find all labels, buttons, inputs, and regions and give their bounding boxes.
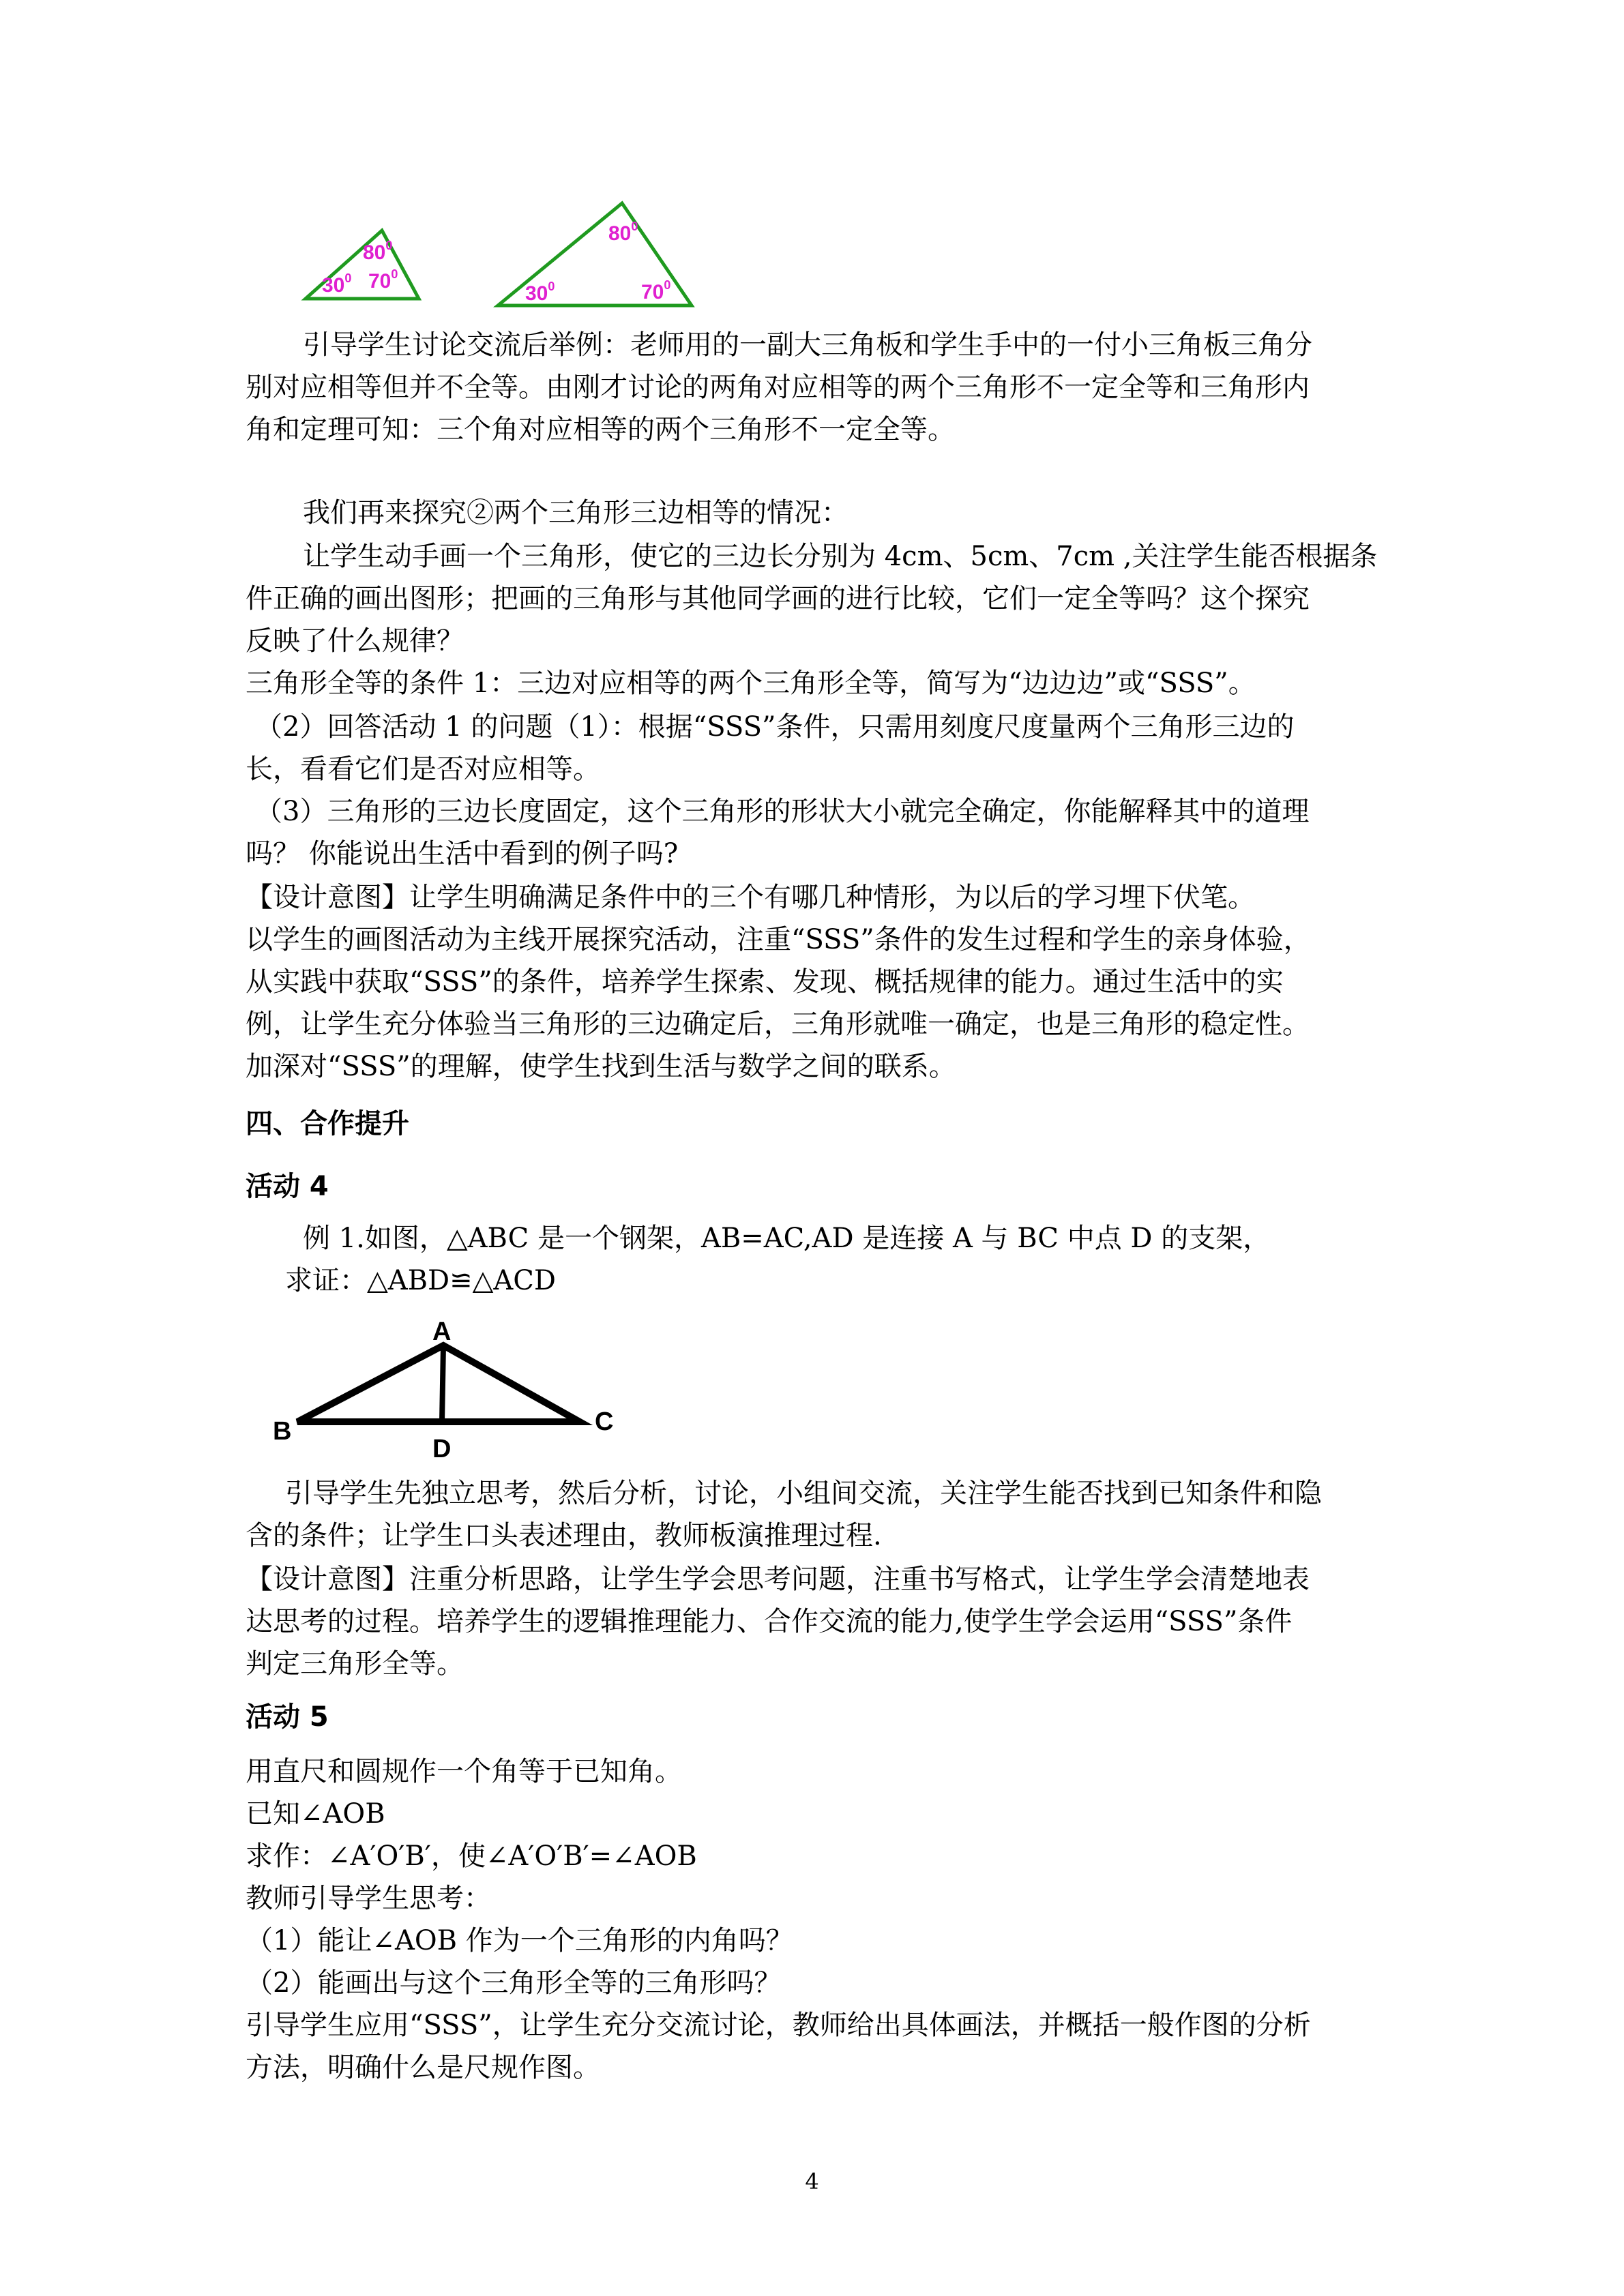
p7-line-2: 含的条件；让学生口头表述理由，教师板演推理过程. [246,1520,882,1551]
truss-triangle [297,1345,580,1422]
p1-line-1: 引导学生讨论交流后举例：老师用的一副大三角板和学生手中的一付小三角板三角分 [303,329,1312,361]
section-heading-4: 四、合作提升 [246,1108,409,1139]
label-C: C [595,1407,614,1436]
p1-line-2: 别对应相等但并不全等。由刚才讨论的两角对应相等的两个三角形不一定全等和三角形内 [246,372,1310,403]
design1-line-5: 加深对“SSS”的理解，使学生找到生活与数学之间的联系。 [246,1051,956,1082]
p3-line-2: 件正确的画出图形；把画的三角形与其他同学画的进行比较，它们一定全等吗？这个探究 [246,583,1310,614]
a5-line-3: 求作：∠A′O′B′，使∠A′O′B′=∠AOB [246,1840,697,1872]
truss-support-AD [442,1345,443,1422]
example1-line-2: 求证：△ABD≌△ACD [285,1265,556,1296]
design1-line-3: 从实践中获取“SSS”的条件，培养学生探索、发现、概括规律的能力。通过生活中的实 [246,966,1284,998]
a5-line-5: （1）能让∠AOB 作为一个三角形的内角吗？ [246,1925,793,1956]
design1-line-4: 例，让学生充分体验当三角形的三边确定后，三角形就唯一确定，也是三角形的稳定性。 [246,1009,1310,1040]
design2-line-2: 达思考的过程。培养学生的逻辑推理能力、合作交流的能力,使学生学会运用“SSS”条件 [246,1606,1293,1637]
sss-theorem: 三角形全等的条件 1：三边对应相等的两个三角形全等，简写为“边边边”或“SSS”。 [246,668,1256,699]
example1-line-1: 例 1.如图，△ABC 是一个钢架，AB=AC,AD 是连接 A 与 BC 中点 D 的支架， [303,1223,1271,1254]
p2-line: 我们再来探究②两个三角形三边相等的情况： [303,497,848,528]
truss-figure [266,1313,634,1470]
activity-4-heading: 活动 4 [246,1171,329,1202]
a5-line-8: 方法，明确什么是尺规作图。 [246,2052,600,2083]
similar-triangles-figure [293,191,716,314]
activity-5-heading: 活动 5 [246,1701,329,1733]
small-angle-80: $80^0$ [363,239,393,264]
page-number: 4 [805,2168,819,2194]
design1-line-2: 以学生的画图活动为主线开展探究活动，注重“SSS”条件的发生过程和学生的亲身体验， [246,924,1311,955]
a5-line-4: 教师引导学生思考： [246,1883,491,1914]
a5-line-2: 已知∠AOB [246,1798,385,1830]
label-A: A [432,1317,452,1346]
design2-line-1: 【设计意图】注重分析思路，让学生学会思考问题，注重书写格式，让学生学会清楚地表 [246,1564,1310,1595]
a5-line-7: 引导学生应用“SSS”，让学生充分交流讨论，教师给出具体画法，并概括一般作图的分析 [246,2010,1311,2041]
large-angle-80: $80^0$ [608,220,638,245]
large-angle-70: $70^0$ [641,278,671,303]
design2-line-3: 判定三角形全等。 [246,1648,464,1680]
p1-line-3: 角和定理可知：三个角对应相等的两个三角形不一定全等。 [246,414,955,445]
p6-line-1: （3）三角形的三边长度固定，这个三角形的形状大小就完全确定，你能解释其中的道理 [255,796,1310,827]
a5-line-1: 用直尺和圆规作一个角等于已知角。 [246,1756,682,1787]
small-angle-70: $70^0$ [368,267,398,293]
a5-line-6: （2）能画出与这个三角形全等的三角形吗？ [246,1967,782,1999]
label-B: B [273,1417,292,1446]
p7-line-1: 引导学生先独立思考，然后分析，讨论，小组间交流，关注学生能否找到已知条件和隐 [285,1478,1322,1509]
large-angle-30: $30^0$ [525,280,555,305]
small-angle-30: $30^0$ [322,271,352,297]
design1-line-1: 【设计意图】让学生明确满足条件中的三个有哪几种情形，为以后的学习埋下伏笔。 [246,882,1255,913]
p3-line-3: 反映了什么规律？ [246,625,464,657]
p3-line-1: 让学生动手画一个三角形，使它的三边长分别为 4cm、5cm、7cm ,关注学生能否根据条 [303,541,1378,572]
label-D: D [432,1435,452,1463]
p6-line-2: 吗？ 你能说出生活中看到的例子吗? [246,838,679,869]
p5-line-2: 长，看看它们是否对应相等。 [246,754,600,785]
p5-line-1: （2）回答活动 1 的问题（1）：根据“SSS”条件，只需用刻度尺度量两个三角形三边的 [255,711,1295,743]
